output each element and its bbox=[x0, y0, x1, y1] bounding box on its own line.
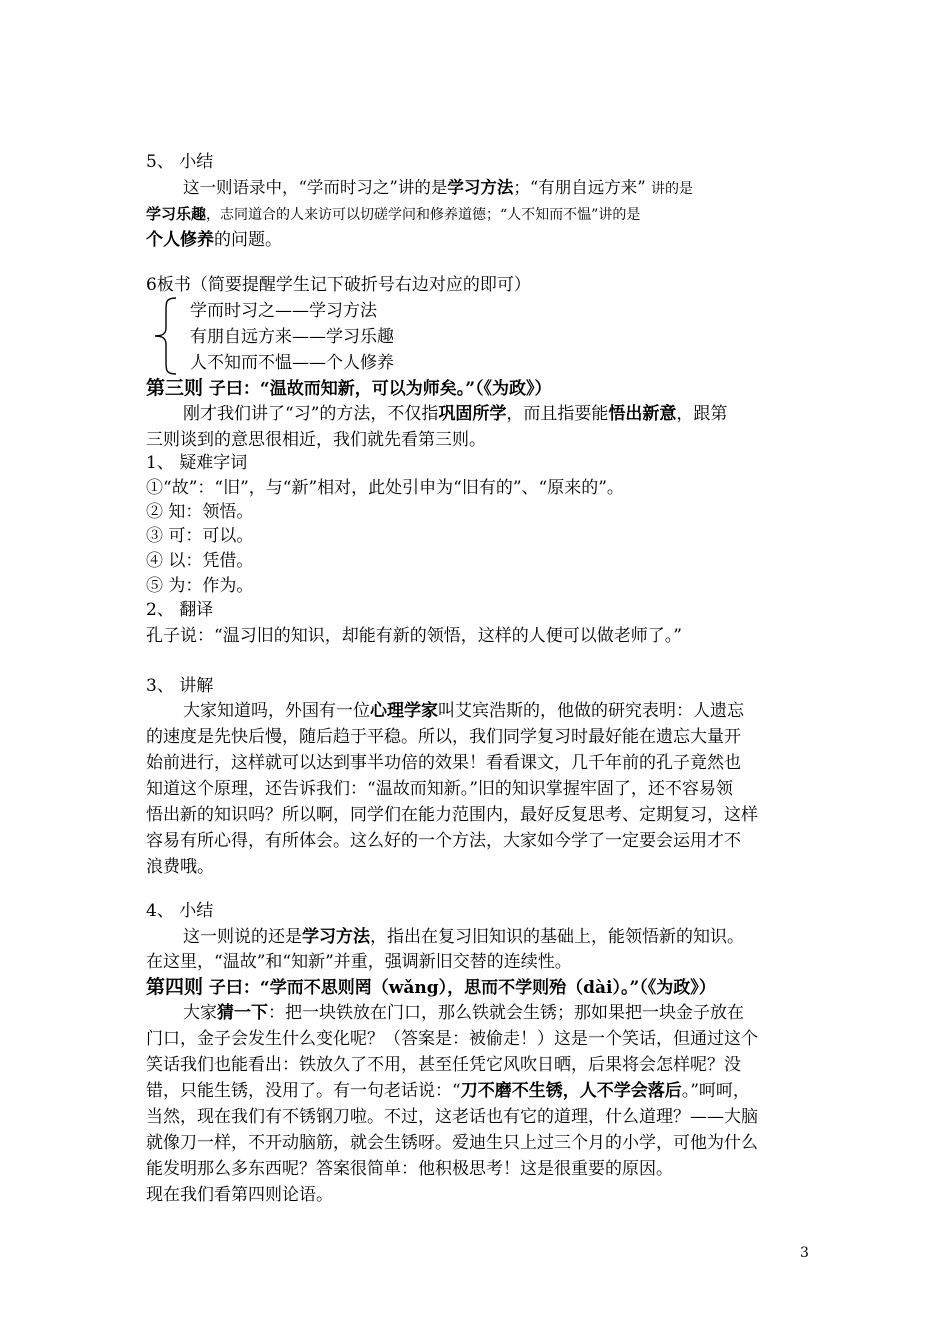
word-item: ④ 以：凭借。 bbox=[146, 551, 254, 571]
board-item-3: 人不知而不愠——个人修养 bbox=[190, 353, 394, 373]
summary-line-2: 学习乐趣，志同道合的人来访可以切磋学问和修养道德；“人不知而不愠”讲的是 bbox=[146, 205, 641, 223]
paragraph-line: 始前进行，这样就可以达到事半功倍的效果！看看课文，几千年前的孔子竟然也 bbox=[146, 753, 741, 773]
paragraph-line: 浪费哦。 bbox=[146, 857, 214, 877]
paragraph-line: 知道这个原理，还告诉我们：“温故而知新。”旧的知识掌握牢固了，还不容易领 bbox=[146, 779, 733, 799]
paragraph-line: 大家猜一下：把一块铁放在门口，那么铁就会生锈；那如果把一块金子放在 bbox=[183, 1003, 744, 1023]
paragraph-line: 三则谈到的意思很相近，我们就先看第三则。 bbox=[146, 430, 486, 450]
paragraph-line: 门口，金子会发生什么变化呢？（答案是：被偷走！）这是一个笑话，但通过这个 bbox=[146, 1029, 758, 1049]
subsection-title: 4、 小结 bbox=[146, 901, 214, 921]
summary-line-1: 这一则语录中，“学而时习之”讲的是学习方法；“有朋自远方来” 讲的是 bbox=[183, 178, 693, 197]
paragraph-line: 能发明那么多东西呢？答案很简单：他积极思考！这是很重要的原因。 bbox=[146, 1159, 673, 1179]
word-item: ② 知：领悟。 bbox=[146, 502, 254, 522]
translation: 孔子说：“温习旧的知识，却能有新的领悟，这样的人便可以做老师了。” bbox=[146, 626, 682, 646]
section-5-title: 5、 小结 bbox=[146, 152, 214, 172]
paragraph-line: 悟出新的知识吗？所以啊，同学们在能力范围内，最好反复思考、定期复习，这样 bbox=[146, 805, 758, 825]
subsection-title: 2、 翻译 bbox=[146, 600, 214, 620]
paragraph-line: 笑话我们也能看出：铁放久了不用，甚至任凭它风吹日晒，后果将会怎样呢？没 bbox=[146, 1055, 741, 1075]
brace-icon bbox=[152, 296, 182, 376]
board-item-2: 有朋自远方来——学习乐趣 bbox=[190, 327, 394, 347]
paragraph-line: 容易有所心得，有所体会。这么好的一个方法，大家如今学了一定要会运用才不 bbox=[146, 831, 741, 851]
paragraph-line: 现在我们看第四则论语。 bbox=[146, 1185, 333, 1205]
paragraph-line: 大家知道吗，外国有一位心理学家叫艾宾浩斯的，他做的研究表明：人遗忘 bbox=[183, 701, 744, 721]
word-item: ①“故”：“旧”，与“新”相对，此处引申为“旧有的”、“原来的”。 bbox=[146, 478, 624, 498]
paragraph-line: 刚才我们讲了“习”的方法，不仅指巩固所学，而且指要能悟出新意，跟第 bbox=[183, 404, 728, 424]
subsection-title: 3、 讲解 bbox=[146, 676, 214, 696]
board-item-1: 学而时习之——学习方法 bbox=[190, 301, 377, 321]
paragraph-line: 在这里，“温故”和“知新”并重，强调新旧交替的连续性。 bbox=[146, 952, 572, 972]
board-title: 6板书（简要提醒学生记下破折号右边对应的即可） bbox=[146, 275, 531, 295]
word-item: ③ 可：可以。 bbox=[146, 526, 254, 546]
paragraph-line: 这一则说的还是学习方法，指出在复习旧知识的基础上，能领悟新的知识。 bbox=[183, 927, 744, 947]
word-item: ⑤ 为：作为。 bbox=[146, 576, 254, 596]
paragraph-line: 的速度是先快后慢，随后趋于平稳。所以，我们同学复习时最好能在遗忘大量开 bbox=[146, 727, 741, 747]
summary-line-3: 个人修养的问题。 bbox=[146, 230, 282, 250]
paragraph-line: 当然，现在我们有不锈钢刀啦。不过，这老话也有它的道理，什么道理？——大脑 bbox=[146, 1107, 758, 1127]
page-number: 3 bbox=[800, 1245, 809, 1261]
section-heading-4: 第四则 子曰：“学而不思则罔（wǎng），思而不学则殆（dài）。”（《为政》） bbox=[146, 976, 716, 998]
paragraph-line: 错，只能生锈，没用了。有一句老话说：“刀不磨不生锈，人不学会落后。”呵呵， bbox=[146, 1081, 750, 1101]
paragraph-line: 就像刀一样，不开动脑筋，就会生锈呀。爱迪生只上过三个月的小学，可他为什么 bbox=[146, 1133, 758, 1153]
subsection-title: 1、 疑难字词 bbox=[146, 453, 248, 473]
section-heading-3: 第三则 子曰：“温故而知新，可以为师矣。”（《为政》） bbox=[146, 377, 552, 399]
